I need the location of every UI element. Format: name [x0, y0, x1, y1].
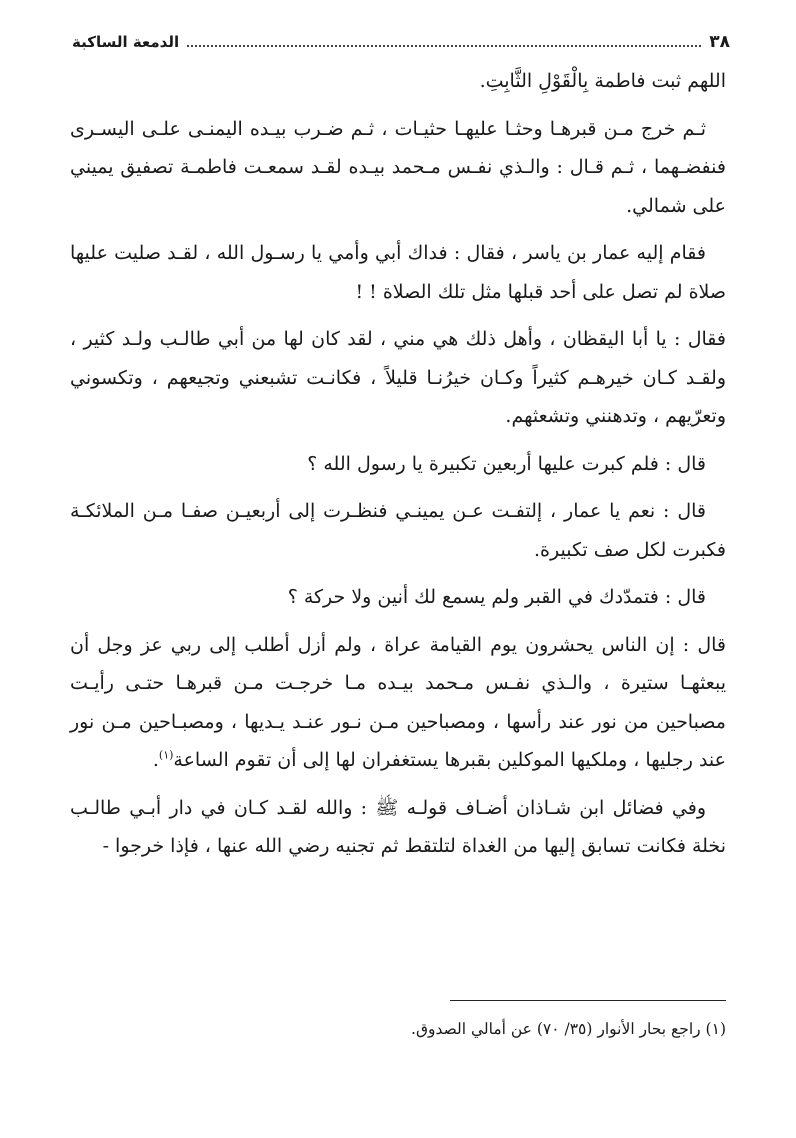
- paragraph-text: قال : نعم يا عمار ، إلتفـت عـن يمينـي فنظـرت إلى أربعيـن صفـا مـن الملائكـة فكبرت لكل صف تكبيرة.: [70, 500, 726, 561]
- paragraph-6: [70, 492, 726, 569]
- paragraph-text: قال : فتمدّدك في القبر ولم يسمع لك أنين ولا حركة ؟: [287, 586, 706, 608]
- paragraph-text: فقال : يا أبا اليقظان ، وأهل ذلك هي مني ، لقد كان لها من أبي طالـب ولـد كثير ، ولقـد كـان خيرهـم كثيراً وكـان خيرُنـا قليلاً ، فكانـت تشبعني وتجيعهم ، وتكسوني وتعرّيهم ، وتدهنني وتشعثهم.: [70, 328, 726, 427]
- paragraph-text: اللهم ثبت فاطمة بِالْقَوْلِ الثَّابِتِ.: [479, 70, 726, 92]
- paragraph-text: فقام إليه عمار بن ياسر ، فقال : فداك أبي وأمي يا رسـول الله ، لقـد صليت عليها صلاة لم تصل على أحد قبلها مثل تلك الصلاة ! !: [70, 242, 726, 303]
- header-dotted-leader: [187, 45, 701, 47]
- footnote-reference[interactable]: (١): [158, 748, 174, 762]
- footnote: [70, 1016, 726, 1042]
- paragraph-9: [70, 789, 726, 866]
- body-text: [70, 62, 726, 875]
- page-number: ٣٨: [709, 32, 730, 52]
- footnote-text: (١) راجع بحار الأنوار (٣٥/ ٧٠) عن أمالي الصدوق.: [411, 1020, 726, 1038]
- paragraph-5: [70, 445, 726, 484]
- paragraph-text: قال : فلم كبرت عليها أربعين تكبيرة يا رسول الله ؟: [307, 452, 706, 475]
- paragraph-8: [70, 626, 726, 780]
- paragraph-2: [70, 110, 726, 226]
- paragraph-4: [70, 320, 726, 436]
- paragraph-text: قال : إن الناس يحشرون يوم القيامة عراة ، ولم أزل أطلب إلى ربي عز وجل أن يبعثهـا ستيرة ، والـذي نفـس مـحمد بيـده مـا خرجـت مـن قبرهـا حتـى رأيـت مصباحين من نور عند رأسها ، ومصباحين مـن نـور عنـد يـديها ، ومصبـاحين مـن نور عند رجليها ، وملكيها الموكلين بقبرها يستغفران لها إلى أن تقوم الساعة: [70, 633, 726, 771]
- paragraph-trail: .: [152, 749, 159, 771]
- book-title: الدمعة الساكبة: [72, 33, 180, 51]
- page-header: [72, 30, 730, 54]
- footnote-separator: [450, 1000, 726, 1001]
- paragraph-7: [70, 578, 726, 617]
- paragraph-text: ثـم خرج مـن قبرهـا وحثـا عليهـا حثيـات ، ثـم ضـرب بيـده اليمنـى علـى اليسـرى فنفضـهما ، ثـم قـال : والـذي نفـس مـحمد بيـده لقـد سمعـت فاطمـة تصفيق يميني على شمالي.: [70, 117, 726, 217]
- paragraph-1: [70, 62, 726, 101]
- paragraph-3: [70, 234, 726, 311]
- paragraph-text: وفي فضائل ابن شـاذان أضـاف قولـه ﷺ : والله لقـد كـان في دار أبـي طالـب نخلة فكانت تسابق إليها من الغداة لتلتقط ثم تجنيه رضي الله عنها ، فإذا خرجوا -: [70, 796, 726, 857]
